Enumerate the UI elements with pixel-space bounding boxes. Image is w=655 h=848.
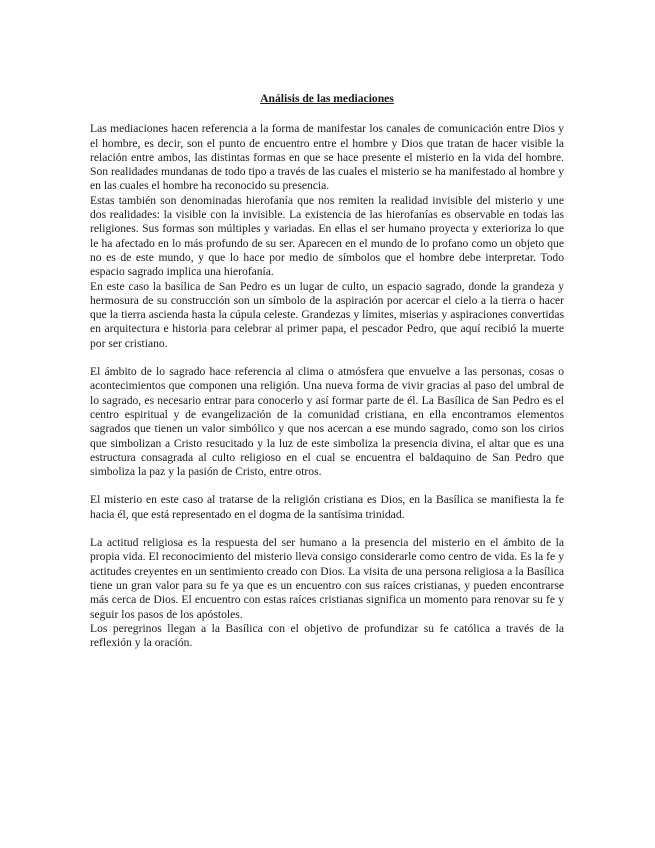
paragraph-hierofania: Estas también son denominadas hierofanía que nos remiten la realidad invisible del misterio y une dos realidades: la visible con la invisible. La existencia de las hierofanías es observable en todas las religiones. Sus formas son múltiples y variadas. En ellas el ser humano proyecta y exterioriza lo que le ha afectado en lo más profundo de su ser. Aparecen en el mundo de lo profano como un objeto que no es de este mundo, y que lo hace por medio de símbolos que el hombre debe interpretar. Todo espacio sagrado implica una hierofanía. — [90, 193, 564, 279]
paragraph-ambito-sagrado: El ámbito de lo sagrado hace referencia al clima o atmósfera que envuelve a las personas, cosas o acontecimientos que componen una religión. Una nueva forma de vivir gracias al paso del umbral de lo sagrado, es necesario entrar para conocerlo y así formar parte de él. La Basílica de San Pedro es el centro espiritual y de evangelización de la comunidad cristiana, en ella encontramos elementos sagrados que tienen un valor simbólico y que nos acercan a ese mundo sagrado, como son los cirios que simbolizan a Cristo resucitado y la luz de este simboliza la presencia divina, el altar que es una estructura consagrada al culto religioso en el cual se encuentra el baldaquino de San Pedro que simboliza la paz y la pasión de Cristo, entre otros. — [90, 365, 564, 479]
paragraph-basilica: En este caso la basílica de San Pedro es un lugar de culto, un espacio sagrado, donde la grandeza y hermosura de su construcción son un símbolo de la aspiración por acercar el cielo a la tierra o hacer que la tierra ascienda hasta la cúpula celeste. Grandezas y límites, miserias y aspiraciones convertidas en arquitectura e historia para celebrar al primer papa, el pescador Pedro, que aquí recibió la muerte por ser cristiano. — [90, 279, 564, 350]
paragraph-peregrinos: Los peregrinos llegan a la Basílica con el objetivo de profundizar su fe católica a través de la reflexión y la oración. — [90, 621, 564, 650]
paragraph-mediaciones: Las mediaciones hacen referencia a la forma de manifestar los canales de comunicación entre Dios y el hombre, es decir, son el punto de encuentro entre el hombre y Dios que tratan de hacer visible la relación entre ambos, las distintas formas en que se hace presente el misterio en la vida del hombre. Son realidades mundanas de todo tipo a través de las cuales el misterio se ha manifestado al hombre y en las cuales el hombre ha reconocido su presencia. — [90, 122, 564, 193]
document-body — [90, 92, 564, 650]
paragraph-actitud-religiosa: La actitud religiosa es la respuesta del ser humano a la presencia del misterio en el ámbito de la propia vida. El reconocimiento del misterio lleva consigo considerarle como centro de vida. Es la fe y actitudes creyentes en un sentimiento creado con Dios. La visita de una persona religiosa a la Basílica tiene un gran valor para su fe ya que es un encuentro con sus raíces cristianas, y pueden encontrarse más cerca de Dios. El encuentro con estas raíces cristianas significa un momento para renovar su fe y seguir los pasos de los apóstoles. — [90, 536, 564, 621]
paragraph-misterio: El misterio en este caso al tratarse de la religión cristiana es Dios, en la Basílica se manifiesta la fe hacia él, que está representado en el dogma de la santísima trinidad. — [90, 493, 564, 521]
document-title: Análisis de las mediaciones — [260, 92, 394, 105]
